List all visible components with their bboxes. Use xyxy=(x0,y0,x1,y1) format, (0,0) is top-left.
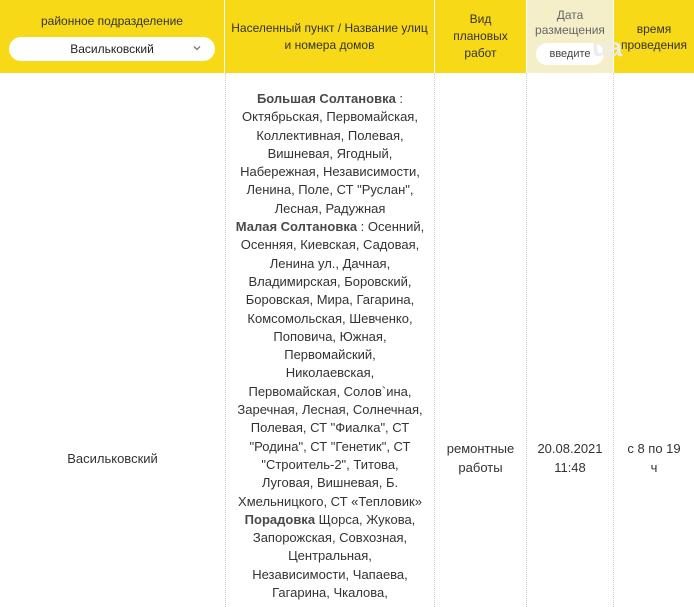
street-line: Владимирская, Боровский, xyxy=(248,273,412,289)
row-date-line2: 11:48 xyxy=(554,460,586,475)
chevron-down-icon xyxy=(191,42,203,54)
street-line: Запорожская, Совхозная, xyxy=(252,530,408,546)
row-date-line1: 20.08.2021 xyxy=(537,441,603,456)
watermark-logo: ua xyxy=(592,32,623,62)
street-line: "Родина", СТ "Генетик", СТ xyxy=(249,438,411,454)
date-label-line2: размещения xyxy=(535,23,605,37)
district-select-value: Васильковский xyxy=(70,42,154,56)
street-line: Николаевская, xyxy=(285,365,375,381)
street-line: Полевая, СТ "Фиалка", СТ xyxy=(250,420,410,436)
street-line: Боровская, Мира, Гагарина, xyxy=(245,292,415,308)
street-line: Осенняя, Киевская, Садовая, xyxy=(240,237,420,253)
street-line: Гагарина, Чкалова, xyxy=(272,585,388,601)
address-list xyxy=(232,90,428,602)
cell-address xyxy=(225,73,435,607)
header-district xyxy=(0,0,225,73)
cell-date xyxy=(527,73,614,607)
work-type-label-line2: плановых xyxy=(453,29,508,43)
street-line: Октябрьская, Первомайская, xyxy=(242,109,418,125)
table-row xyxy=(0,73,694,607)
street-line: Набережная, Независимости, xyxy=(240,164,420,180)
settlement-streets-start: : xyxy=(395,91,404,106)
settlement-heading xyxy=(232,511,428,529)
settlement-streets-start: : Осенний, xyxy=(357,219,425,235)
date-filter-input[interactable]: введите xyxy=(536,43,604,65)
address-label-line1: Населенный пункт / Название улиц xyxy=(231,20,428,35)
street-line: Вишневая, Ягодный, xyxy=(267,145,393,161)
row-time-line2: ч xyxy=(650,460,658,475)
row-time-line1: с 8 по 19 xyxy=(627,441,681,456)
work-type-label-line3: работ xyxy=(464,46,497,60)
date-label-line1: Дата xyxy=(556,8,584,22)
work-type-label-line1: Вид xyxy=(469,12,492,26)
settlement-name: Порадовка xyxy=(244,511,316,527)
cell-work-type xyxy=(435,73,527,607)
street-line: Коллективная, Полевая, xyxy=(256,127,404,143)
settlement-heading xyxy=(232,90,428,108)
street-line: "Строитель-2", Титова, xyxy=(261,456,399,472)
street-line: Первомайский, xyxy=(284,347,376,363)
time-label-line2: проведения xyxy=(621,37,687,52)
settlement-name: Малая Солтановка xyxy=(235,219,358,235)
cell-district xyxy=(0,73,225,607)
street-line: Комсомольская, Шевченко, xyxy=(247,310,413,326)
row-work-type-line1: ремонтные xyxy=(446,441,515,456)
header-time xyxy=(614,0,694,73)
settlement-streets-start: Щорса, Жукова, xyxy=(315,511,416,527)
settlement-heading xyxy=(232,218,428,236)
street-line: Хмельницкого, СТ «Тепловик» xyxy=(238,493,422,509)
street-line: Центральная, xyxy=(288,548,372,564)
row-district: Васильковский xyxy=(67,451,158,466)
row-work-type-line2: работы xyxy=(458,460,503,475)
table-header xyxy=(0,0,694,73)
street-line: Поповича, Южная, xyxy=(273,328,387,344)
street-line: Первомайская, Солов`ина, xyxy=(248,383,412,399)
header-address xyxy=(225,0,435,73)
district-label: районное подразделение xyxy=(41,14,183,28)
cell-time xyxy=(614,73,694,607)
street-line: Луговая, Вишневая, Б. xyxy=(261,475,399,491)
header-work-type xyxy=(435,0,527,73)
street-line: Ленина ул., Дачная, xyxy=(269,255,391,271)
street-line: Независимости, Чапаева, xyxy=(252,566,408,582)
street-line: Лесная, Радужная xyxy=(274,200,386,216)
settlement-name: Большая Солтановка xyxy=(256,91,396,106)
district-select[interactable] xyxy=(9,37,215,61)
street-line: Ленина, Поле, СТ "Руслан", xyxy=(246,182,414,198)
street-line: Заречная, Лесная, Солнечная, xyxy=(237,402,423,418)
time-label-line1: время xyxy=(636,21,672,36)
address-label-line2: и номера домов xyxy=(284,37,375,52)
